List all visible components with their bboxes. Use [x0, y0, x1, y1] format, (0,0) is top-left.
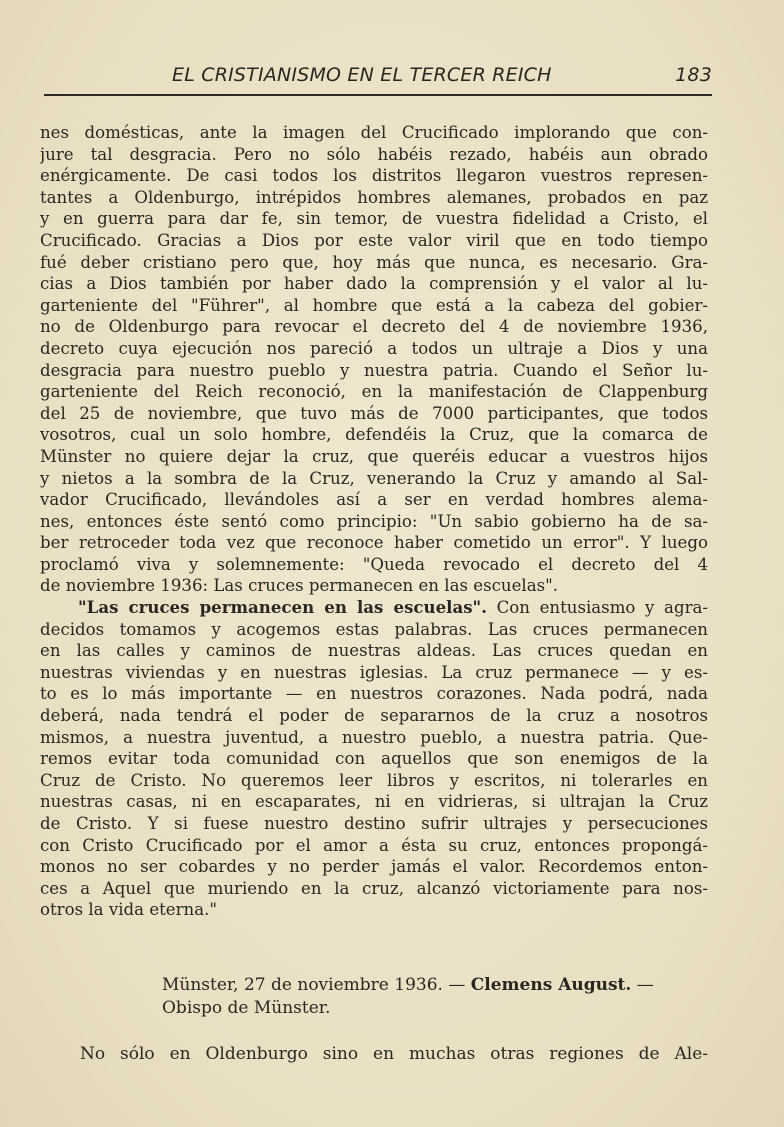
text-line: mismos, a nuestra juventud, a nuestro pueblo, a nuestra patria. Que- — [40, 727, 708, 747]
text-line: nuestras casas, ni en escaparates, ni en vidrieras, si ultrajan la Cruz — [40, 792, 708, 812]
text-line: vador Crucificado, llevándoles así a ser en verdad hombres alema- — [40, 490, 708, 510]
place-date: Münster, 27 de noviembre 1936. — [162, 975, 443, 995]
dash: — — [448, 975, 466, 995]
text-line: cias a Dios también por haber dado la comprensión y el valor al lu- — [40, 274, 708, 294]
text-line: Crucificado. Gracias a Dios por este valor viril que en todo tiempo — [40, 230, 708, 250]
text-line: nes domésticas, ante la imagen del Crucificado implorando que con- — [40, 123, 708, 142]
text-line: jure tal desgracia. Pero no sólo habéis rezado, habéis aun obrado — [40, 144, 708, 164]
text-line: proclamó viva y solemnemente: "Queda revocado el decreto del 4 — [40, 554, 708, 574]
text-line: garteniente del "Führer", al hombre que está a la cabeza del gobier- — [40, 295, 708, 315]
text-line: vosotros, cual un solo hombre, defendéis la Cruz, que la comarca de — [40, 425, 708, 445]
paragraph-2 — [40, 597, 708, 921]
text-line: con Cristo Crucificado por el amor a ésta su cruz, entonces propongá- — [40, 835, 708, 855]
text-line: nuestras viviendas y en nuestras iglesias. La cruz permanece — y es- — [40, 662, 708, 682]
text-line: remos evitar toda comunidad con aquellos que son enemigos de la — [40, 749, 708, 769]
text-line — [40, 597, 708, 619]
text-line: deberá, nada tendrá el poder de separarnos de la cruz a nosotros — [40, 706, 708, 726]
signer-name: Clemens August. — [470, 975, 632, 995]
paragraph-1 — [40, 122, 708, 597]
text-line: nes, entonces éste sentó como principio: "Un sabio gobierno ha de sa- — [40, 511, 708, 531]
text-line: del 25 de noviembre, que tuvo más de 7000 participantes, que todos — [40, 403, 708, 423]
lead-rest: Con entusiasmo y agra- — [496, 598, 708, 618]
text-line: decreto cuya ejecución nos pareció a todos un ultraje a Dios y una — [40, 338, 708, 358]
text-line: ces a Aquel que muriendo en la cruz, alcanzó victoriamente para nos- — [40, 878, 708, 898]
text-line: enérgicamente. De casi todos los distritos llegaron vuestros represen- — [40, 166, 708, 186]
text-line: en las calles y caminos de nuestras aldeas. Las cruces quedan en — [40, 641, 708, 661]
text-line: y nietos a la sombra de la Cruz, venerando la Cruz y amando al Sal- — [40, 468, 708, 488]
text-line: garteniente del Reich reconoció, en la manifestación de Clappenburg — [40, 382, 708, 402]
signature-line — [162, 975, 654, 995]
text-line: de Cristo. Y si fuese nuestro destino sufrir ultrajes y persecuciones — [40, 814, 708, 833]
text-line: y en guerra para dar fe, sin temor, de vuestra fidelidad a Cristo, el — [40, 209, 708, 229]
text-line: de noviembre 1936: Las cruces permanecen en las escuelas". — [40, 576, 559, 596]
text-line: tantes a Oldenburgo, intrépidos hombres alemanes, probados en paz — [40, 187, 708, 207]
body-text — [40, 122, 708, 921]
text-line: no de Oldenburgo para revocar el decreto del 4 de noviembre 1936, — [40, 317, 708, 337]
signer-title: Obispo de Münster. — [162, 998, 331, 1018]
text-line: to es lo más importante — en nuestros corazones. Nada podrá, nada — [40, 684, 708, 704]
page-number: 183 — [675, 64, 712, 86]
running-head — [44, 64, 712, 92]
text-line: Cruz de Cristo. No queremos leer libros y escritos, ni tolerarles en — [40, 770, 708, 790]
text-line: Münster no quiere dejar la cruz, que queréis educar a vuestros hijos — [40, 446, 708, 466]
chapter-title: EL CRISTIANISMO EN EL TERCER REICH — [172, 64, 552, 86]
text-line: monos no ser cobardes y no perder jamás el valor. Recordemos enton- — [40, 857, 708, 877]
text-line: ber retroceder toda vez que reconoce haber cometido un error". Y luego — [40, 533, 708, 553]
header-rule — [44, 94, 712, 96]
closing-line: No sólo en Oldenburgo sino en muchas otras regiones de Ale- — [80, 1044, 708, 1064]
quoted-lead: "Las cruces permanecen en las escuelas". — [78, 597, 487, 618]
text-line: desgracia para nuestro pueblo y nuestra patria. Cuando el Señor lu- — [40, 360, 708, 380]
text-line: otros la vida eterna." — [40, 900, 218, 920]
text-line: decidos tomamos y acogemos estas palabras. Las cruces permanecen — [40, 619, 708, 639]
text-line: fué deber cristiano pero que, hoy más que nunca, es necesario. Gra- — [40, 252, 708, 272]
dash: — — [636, 975, 654, 995]
